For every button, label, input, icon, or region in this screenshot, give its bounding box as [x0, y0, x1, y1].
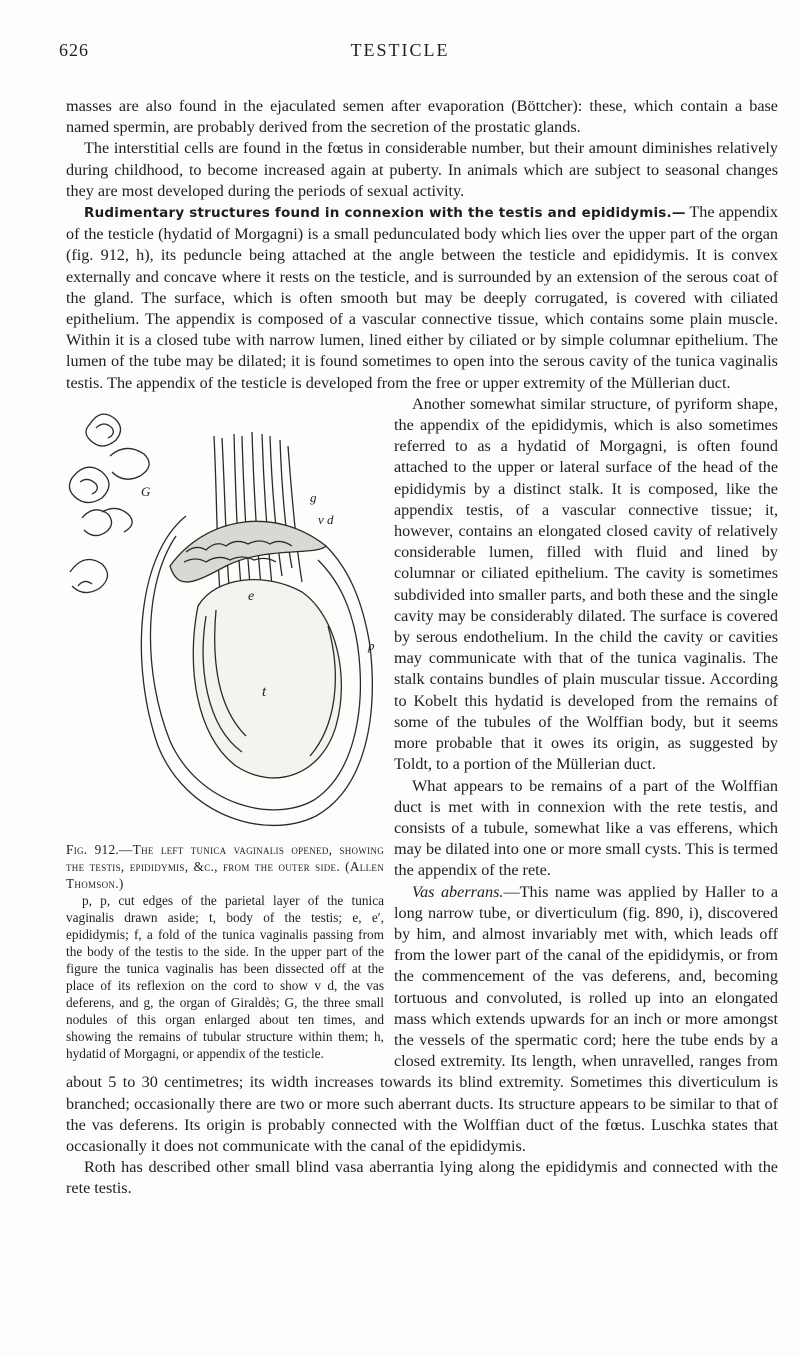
running-title: TESTICLE [350, 40, 450, 60]
fig-label-vd: v d [318, 511, 334, 527]
figure-caption-body: p, p, cut edges of the parietal layer of the tunica vaginalis drawn aside; t, body of the testis; e, e′, epididymis; f, a fold of the tunica vaginalis passing from the body of the testis to the side. In the upper part of the figure the tunica vaginalis has been dissected off at the place of its reflexion on the cord to show v d, the vas deferens, and g, the organ of Giraldès; G, the three small nodules of this organ enlarged about ten times, and showing the remains of tubular structure within them; h, hydatid of Morgagni, or appendix of the testicle. [66, 892, 384, 1061]
paragraph-7: Roth has described other small blind vasa aberrantia lying along the epididymis and connected with the rete testis. [66, 1158, 778, 1198]
fig-label-t: t [262, 683, 267, 700]
paragraph-4: Another somewhat similar structure, of pyriform shape, the appendix of the epididymis, which is also sometimes referred to as a hydatid of Morgagni, is often found attached to the upper or lateral surface of the head of the epididymis by a distinct stalk. It is composed, like the appendix testis, of a vascular connective tissue; it, however, contains an elongated closed cavity of relatively considerable lumen, filled with fluid and lined by columnar or ciliated epithelium. The cavity is sometimes subdivided into smaller parts, and both these and the single cavity may be considerably dilated. The surface is covered by serous endothelium. In the child the cavity or cavities may communicate with that of the tunica vaginalis. The stalk contains bundles of plain muscular tissue. According to Kobelt this hydatid is developed from the remains of some of the tubules of the Wolffian body, but it seems more probable that it owes its origin, as suggested by Toldt, to a portion of the Müllerian duct. [394, 394, 778, 774]
figure-caption-title: Fig. 912.—The left tunica vaginalis opened, showing the testis, epididymis, &c., from the outer side. (Allen Thomson.) [66, 841, 384, 891]
paragraph-2: The interstitial cells are found in the fœtus in considerable number, but their amount diminishes relatively during childhood, to become increased again at puberty. In animals which are subject to seasonal changes they are most developed during the periods of sexual activity. [66, 139, 778, 200]
fig-label-e: e [248, 588, 255, 604]
paragraph-5: What appears to be remains of a part of the Wolffian duct is met with in connexion with the rete testis, and consists of a tubule, somewhat like a vas efferens, which may be dilated into one or more small cysts. This is termed the appendix of the rete. [394, 776, 778, 880]
body-text [66, 96, 778, 1200]
fig-label-G: G [141, 483, 151, 499]
testis-illustration [66, 396, 384, 841]
vas-aberrans-lead: Vas aberrans. [412, 882, 504, 901]
paragraph-3-text: The appendix of the testicle (hydatid of Morgagni) is a small pedunculated body which lies over the upper part of the organ (fig. 912, h), its peduncle being attached at the angle between the testicle and epididymis. It is convex externally and concave where it rests on the testicle, and is surrounded by an extension of the serous coat of the gland. The surface, which is often smooth but may be deeply corrugated, is covered with ciliated epithelium. The appendix is composed of a vascular connective tissue, which contains some plain muscle. Within it is a closed tube with narrow lumen, lined either by ciliated or by simple columnar epithelium. The lumen of the tube may be dilated; it is found sometimes to open into the serous cavity of the tunica vaginalis testis. The appendix of the testicle is developed from the free or upper extremity of the Müllerian duct. [66, 203, 778, 392]
paragraph-1: masses are also found in the ejaculated semen after evaporation (Böttcher): these, which contain a base named spermin, are probably derived from the secretion of the prostatic glands. [66, 97, 778, 137]
fig-label-p: p [368, 637, 375, 653]
page-number: 626 [59, 40, 89, 60]
section-heading: Rudimentary structures found in connexion with the testis and epididymis.— [84, 205, 686, 222]
running-header [0, 40, 800, 68]
figure-912 [66, 396, 384, 1062]
paragraph-6-text: —This name was applied by Haller to a long narrow tube, or diverticulum (fig. 890, i), discovered by him, and almost invariably met with, which leads off from the lower part of the canal of the epididymis, or from the commencement of the vas deferens, and, becoming tortuous and convoluted, is rolled up into an elongated mass which extends upwards for an inch or more amongst the vessels of the spermatic cord; here the tube ends by a closed extremity. Its length, when unravelled, ranges from about 5 to 30 centimetres; its width increases towards its blind extremity. Sometimes this diverticulum is branched; occasionally there are two or more such aberrant ducts. Its structure appears to be similar to that of the vas deferens. Its origin is probably connected with the Wolffian duct of the fœtus. Luschka states that occasionally it does not communicate with the canal of the epididymis. [66, 882, 778, 1155]
fig-label-g: g [310, 489, 317, 505]
paragraph-3 [66, 202, 778, 394]
